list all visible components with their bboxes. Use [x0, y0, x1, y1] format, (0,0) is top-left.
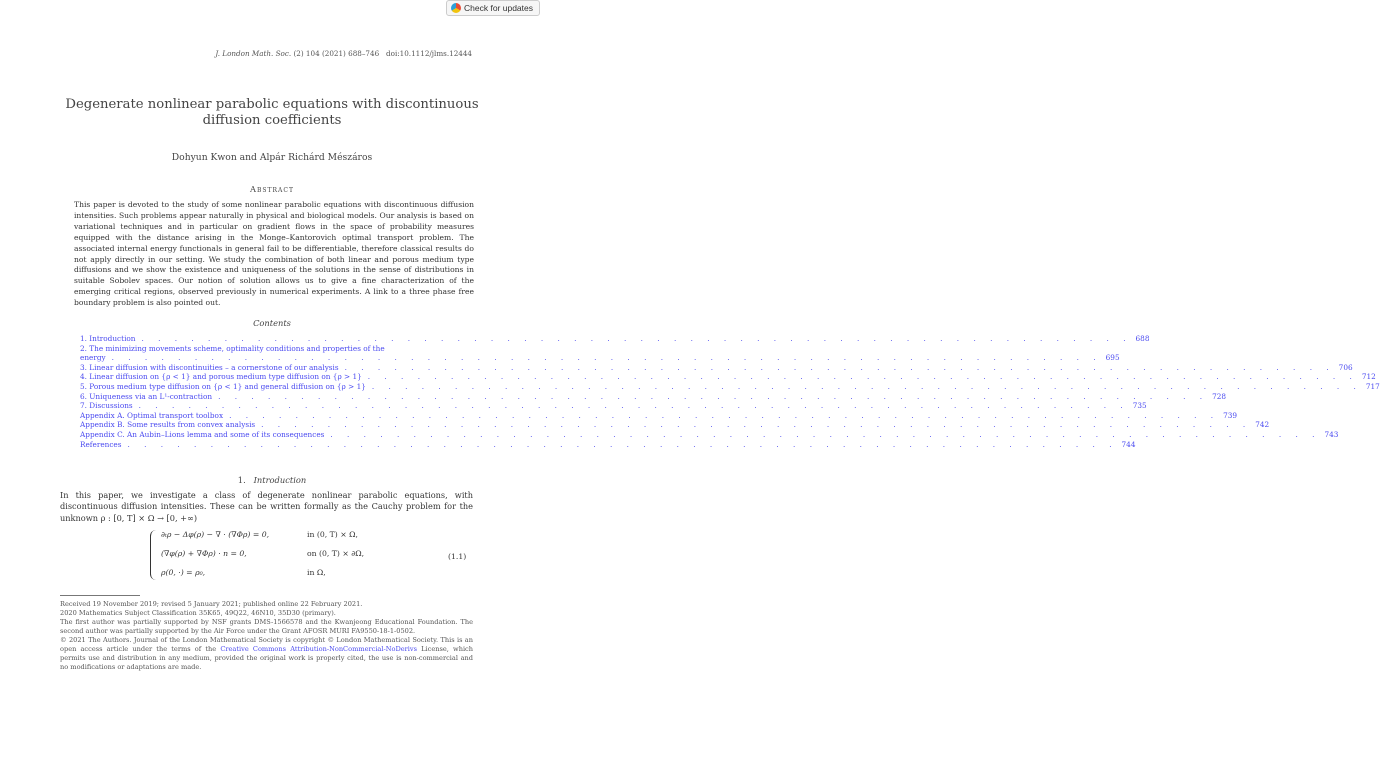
equation-brace — [150, 530, 158, 580]
toc-entry[interactable] — [80, 362, 1353, 373]
title-line-1: Degenerate nonlinear parabolic equations with discontinuous — [65, 97, 479, 112]
contents-heading: Contents — [253, 318, 291, 328]
toc-entry[interactable] — [80, 401, 1147, 411]
toc-label: 1. Introduction — [80, 334, 136, 343]
toc-page: 712 — [1361, 372, 1376, 382]
toc-page: 739 — [1223, 410, 1238, 420]
toc-leader-dots: . . . . . . . . . . . . . . . . . . . . . . . . . . . . . . . . . . . . . . . . . . . . . . . . . . . . . . . . . . . . — [138, 401, 1129, 411]
received-note: Received 19 November 2019; revised 5 January 2021; published online 22 February 2021. — [60, 600, 363, 608]
funding-note: The first author was partially supported by NSF grants DMS-1566578 and the Kwanjeong Educational Foundation. The second author was partially supported by the Air Force under the Grant AFOSR MURI FA9550-18-1-0502. — [60, 618, 473, 635]
toc-entry[interactable] — [80, 353, 1120, 363]
toc-entry[interactable] — [80, 410, 1238, 421]
section-number: 1. — [237, 475, 246, 485]
eq-line-1-lhs: ∂ₜρ − Δφ(ρ) − ∇ · (∇Φρ) = 0, — [161, 530, 270, 539]
toc-page: 688 — [1135, 334, 1150, 343]
toc-entry[interactable] — [80, 344, 452, 354]
toc-leader-dots: . . . . . . . . . . . . . . . . . . . . . . . . . . . . . . . . . . . . . . . . . . . . . . . . . . . . . . . . . . . . — [229, 410, 1220, 420]
footnote-rule — [60, 595, 140, 596]
toc-label: Appendix A. Optimal transport toolbox — [80, 410, 224, 420]
eq-line-1-rhs: in (0, T) × Ω, — [307, 530, 358, 539]
intro-paragraph: In this paper, we investigate a class of degenerate nonlinear parabolic equations, with discontinuous diffusion intensities. These can be written formally as the Cauchy problem for the unknown ρ : [0, T] × Ω → [0, +∞) — [60, 490, 473, 523]
toc-entry[interactable] — [80, 381, 1380, 392]
toc-page: 744 — [1121, 439, 1136, 449]
toc-page: 728 — [1212, 391, 1227, 401]
title-line-2: diffusion coefficients — [202, 113, 342, 128]
journal-name: J. London Math. Soc. — [215, 49, 292, 58]
journal-doi[interactable]: doi:10.1112/jlms.12444 — [386, 49, 472, 58]
toc-label: Appendix C. An Aubin–Lions lemma and some of its consequences — [80, 429, 325, 439]
copyright-post: License, which permits use and distribution in any medium, provided the original work is properly cited, the use is non-commercial and no modifications or adaptations are made. — [60, 645, 473, 671]
paper-title — [0, 97, 544, 129]
equation-number: (1.1) — [448, 552, 467, 561]
eq-line-2-lhs: (∇φ(ρ) + ∇Φρ) · n = 0, — [161, 549, 247, 558]
toc-entry[interactable] — [80, 439, 1136, 450]
check-for-updates-label: Check for updates — [464, 3, 533, 13]
eq-line-2-rhs: on (0, T) × ∂Ω, — [307, 549, 365, 558]
footnotes — [60, 600, 473, 672]
abstract-text: This paper is devoted to the study of some nonlinear parabolic equations with discontinuous diffusion intensities. Such problems appear naturally in physical and biological models. Our analysis is based on variational techniques and in particular on gradient flows in the space of probability measures equipped with the distance arising in the Monge–Kantorovich optimal transport problem. The associated internal energy functionals in general fail to be differentiable, therefore classical results do not apply directly in our setting. We study the combination of both linear and porous medium type diffusions and we show the existence and uniqueness of the solutions in the sense of distributions in suitable Sobolev spaces. Our notion of solution allows us to give a fine characterization of the emerging critical regions, observed previously in numerical experiments. A link to a three phase free boundary problem is also pointed out. — [74, 200, 474, 308]
toc-entry[interactable] — [80, 391, 1227, 402]
toc-entry[interactable] — [80, 372, 1376, 382]
toc-label: References — [80, 439, 122, 449]
toc-label: 4. Linear diffusion on {ρ < 1} and porous medium type diffusion on {ρ > 1} — [80, 372, 362, 382]
journal-ref: (2) 104 (2021) 688–746 — [293, 49, 380, 58]
update-icon — [451, 3, 461, 13]
toc-label: 2. The minimizing movements scheme, optimality conditions and properties of the — [80, 343, 385, 353]
msc-note: 2020 Mathematics Subject Classification 35K65, 49Q22, 46N10, 35D30 (primary). — [60, 609, 336, 617]
copyright-pre: © 2021 The Authors. Journal of the London Mathematical Society is copyright © London Mathematical Society. This is an open access article under the terms of the — [60, 636, 473, 653]
toc-label: 3. Linear diffusion with discontinuities – a cornerstone of our analysis — [80, 362, 339, 372]
abstract-heading: Abstract — [250, 184, 294, 194]
journal-header — [215, 49, 472, 58]
toc-leader-dots: . . . . . . . . . . . . . . . . . . . . . . . . . . . . . . . . . . . . . . . . . . . . . . . . . . . . . . . . . . . . — [141, 334, 1132, 343]
toc-leader-dots: . . . . . . . . . . . . . . . . . . . . . . . . . . . . . . . . . . . . . . . . . . . . . . . . . . . . . . . . . . . . — [371, 381, 1362, 391]
toc-label: 5. Porous medium type diffusion on {ρ < 1} and general diffusion on {ρ > 1} — [80, 381, 366, 391]
toc-page: 717 — [1365, 381, 1380, 391]
toc-page: 735 — [1132, 401, 1147, 411]
check-for-updates-badge[interactable] — [446, 0, 540, 16]
toc-leader-dots: . . . . . . . . . . . . . . . . . . . . . . . . . . . . . . . . . . . . . . . . . . . . . . . . . . . . . . . . . . . . — [330, 429, 1321, 439]
toc-label: energy — [80, 353, 106, 363]
toc-leader-dots: . . . . . . . . . . . . . . . . . . . . . . . . . . . . . . . . . . . . . . . . . . . . . . . . . . . . . . . . . . . . — [344, 362, 1335, 372]
table-of-contents — [80, 334, 1380, 449]
eq-line-3-lhs: ρ(0, ·) = ρ₀, — [161, 568, 206, 577]
toc-page: 695 — [1105, 353, 1120, 363]
toc-leader-dots: . . . . . . . . . . . . . . . . . . . . . . . . . . . . . . . . . . . . . . . . . . . . . . . . . . . . . . . . . . . . — [218, 391, 1209, 401]
section-title: Introduction — [253, 475, 307, 485]
toc-leader-dots: . . . . . . . . . . . . . . . . . . . . . . . . . . . . . . . . . . . . . . . . . . . . . . . . . . . . . . . . . . . . — [367, 372, 1358, 382]
toc-entry[interactable] — [80, 334, 1150, 344]
toc-label: 6. Uniqueness via an L¹-contraction — [80, 391, 213, 401]
toc-label: Appendix B. Some results from convex analysis — [80, 420, 256, 430]
toc-leader-dots: . . . . . . . . . . . . . . . . . . . . . . . . . . . . . . . . . . . . . . . . . . . . . . . . . . . . . . . . . . . . — [111, 353, 1102, 363]
toc-leader-dots: . . . . . . . . . . . . . . . . . . . . . . . . . . . . . . . . . . . . . . . . . . . . . . . . . . . . . . . . . . . . — [261, 420, 1252, 430]
license-link[interactable]: Creative Commons Attribution-NonCommercial-NoDerivs — [220, 645, 418, 653]
copyright-note — [60, 636, 473, 672]
toc-entry[interactable] — [80, 420, 1270, 430]
section-heading — [0, 475, 544, 485]
eq-line-3-rhs: in Ω, — [307, 568, 326, 577]
toc-leader-dots: . . . . . . . . . . . . . . . . . . . . . . . . . . . . . . . . . . . . . . . . . . . . . . . . . . . . . . . . . . . . — [127, 439, 1118, 449]
toc-page: 706 — [1338, 362, 1353, 372]
authors: Dohyun Kwon and Alpár Richárd Mészáros — [171, 152, 373, 163]
toc-page: 743 — [1324, 429, 1339, 439]
toc-label: 7. Discussions — [80, 401, 133, 411]
toc-entry[interactable] — [80, 429, 1339, 440]
toc-page: 742 — [1255, 420, 1270, 430]
